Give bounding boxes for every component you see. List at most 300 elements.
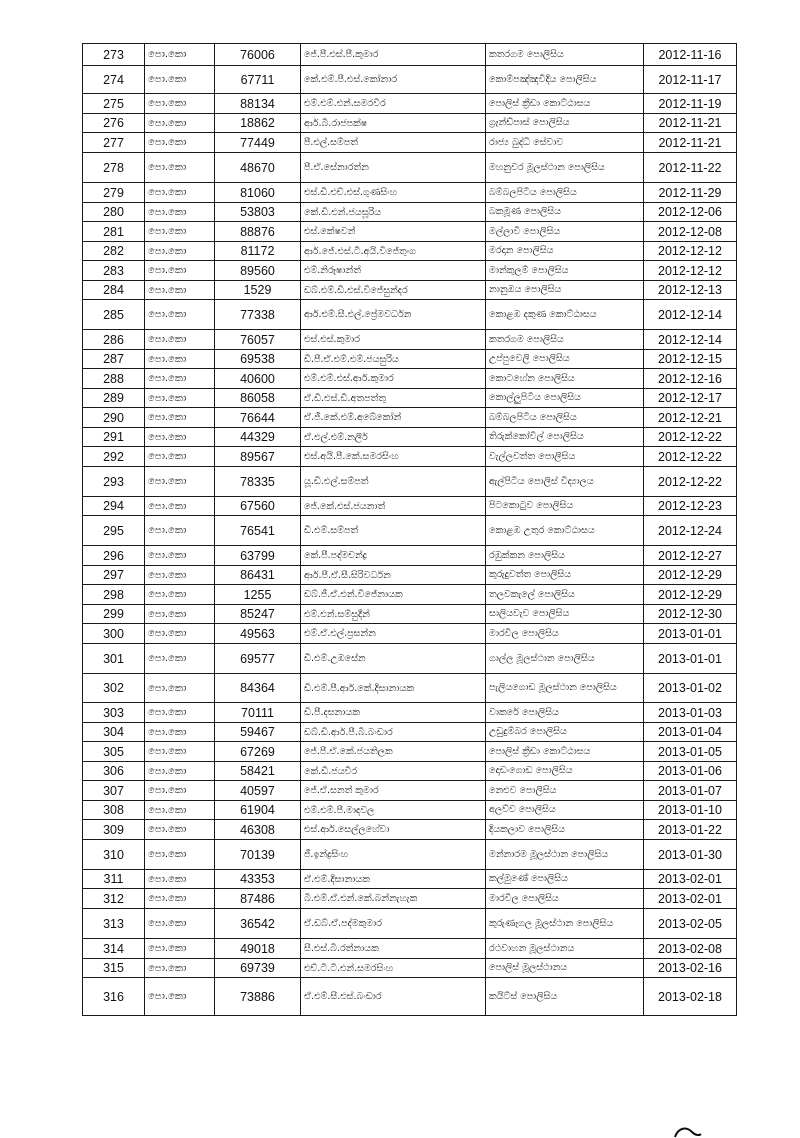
table-row — [83, 723, 737, 742]
rank-cell: පො.කො — [145, 467, 215, 497]
rank-cell: පො.කො — [145, 183, 215, 203]
date-cell: 2012-12-30 — [644, 605, 737, 624]
row-number: 297 — [83, 566, 145, 585]
station-cell: මල්ලාවි පොලිසිය — [486, 222, 644, 242]
rank-cell: පො.කො — [145, 281, 215, 300]
reg-number-cell: 67711 — [215, 66, 301, 94]
reg-number-cell: 49563 — [215, 624, 301, 644]
reg-number-cell: 69739 — [215, 959, 301, 978]
date-cell: 2013-02-18 — [644, 978, 737, 1016]
date-cell: 2013-02-16 — [644, 959, 737, 978]
table-row — [83, 801, 737, 820]
date-cell: 2012-11-29 — [644, 183, 737, 203]
reg-number-cell: 40600 — [215, 369, 301, 389]
name-cell: ජේ.පී.එස්.පී.කුමාර — [301, 44, 486, 66]
rank-cell: පො.කො — [145, 909, 215, 939]
name-cell: ඩබ්.ඩී.ආර්.පී.බී.බංඩාර — [301, 723, 486, 742]
date-cell: 2012-12-21 — [644, 408, 737, 428]
date-cell: 2013-01-10 — [644, 801, 737, 820]
rank-cell: පො.කො — [145, 114, 215, 133]
date-cell: 2012-12-06 — [644, 203, 737, 222]
rank-cell: පො.කො — [145, 389, 215, 408]
station-cell: කල්මුණේ පොලිසිය — [486, 870, 644, 889]
reg-number-cell: 88134 — [215, 94, 301, 114]
reg-number-cell: 76057 — [215, 330, 301, 350]
reg-number-cell: 43353 — [215, 870, 301, 889]
name-cell: යූ.ඩී.එල්.සම්පත් — [301, 467, 486, 497]
rank-cell: පො.කො — [145, 242, 215, 261]
date-cell: 2013-02-08 — [644, 939, 737, 959]
table-row — [83, 497, 737, 516]
rank-cell: පො.කො — [145, 978, 215, 1016]
row-number: 298 — [83, 585, 145, 605]
name-cell: පී.එල්.සම්පත් — [301, 133, 486, 153]
reg-number-cell: 61904 — [215, 801, 301, 820]
reg-number-cell: 59467 — [215, 723, 301, 742]
reg-number-cell: 89567 — [215, 447, 301, 467]
date-cell: 2012-12-12 — [644, 242, 737, 261]
name-cell: ආර්.ජේ.එස්.ටී.අයි.විජේතුංග — [301, 242, 486, 261]
station-cell: මාරවිල පොලිසිය — [486, 624, 644, 644]
table-row — [83, 742, 737, 762]
station-cell: බම්බලපිටිය පොලිසිය — [486, 408, 644, 428]
row-number: 315 — [83, 959, 145, 978]
date-cell: 2013-01-04 — [644, 723, 737, 742]
table-row — [83, 447, 737, 467]
date-cell: 2012-11-17 — [644, 66, 737, 94]
row-number: 292 — [83, 447, 145, 467]
table-row — [83, 222, 737, 242]
reg-number-cell: 49018 — [215, 939, 301, 959]
station-cell: පොලිස් ක්‍රීඩා කොට්ඨාසය — [486, 94, 644, 114]
name-cell: ඩී.පී.ඒ.එම්.එම්.ජයසුරිය — [301, 350, 486, 369]
date-cell: 2012-12-24 — [644, 516, 737, 546]
rank-cell: පො.කො — [145, 840, 215, 870]
station-cell: රාජ්‍ය බුද්ධි සේවාව — [486, 133, 644, 153]
row-number: 279 — [83, 183, 145, 203]
row-number: 303 — [83, 703, 145, 723]
name-cell: එස්.එස්.කුමාර — [301, 330, 486, 350]
table-row — [83, 703, 737, 723]
table-row — [83, 840, 737, 870]
rank-cell: පො.කො — [145, 300, 215, 330]
row-number: 283 — [83, 261, 145, 281]
reg-number-cell: 58421 — [215, 762, 301, 781]
station-cell: නෙළුව පොලිසිය — [486, 781, 644, 801]
rank-cell: පො.කො — [145, 674, 215, 703]
rank-cell: පො.කො — [145, 497, 215, 516]
name-cell: එම්.එම්.එන්.සමරවීර — [301, 94, 486, 114]
date-cell: 2012-12-12 — [644, 261, 737, 281]
station-cell: ගාල්ල මූලස්ථාන පොලිසිය — [486, 644, 644, 674]
row-number: 313 — [83, 909, 145, 939]
rank-cell: පො.කො — [145, 605, 215, 624]
name-cell: ඩබ්.එම්.ඩී.එස්.විජේසුන්දර — [301, 281, 486, 300]
row-number: 306 — [83, 762, 145, 781]
station-cell: කොළඹ දකුණ කොට්ඨාසය — [486, 300, 644, 330]
rank-cell: පො.කො — [145, 762, 215, 781]
row-number: 304 — [83, 723, 145, 742]
row-number: 284 — [83, 281, 145, 300]
name-cell: ජේ.ඒ.සනත් කුමාර — [301, 781, 486, 801]
date-cell: 2013-01-01 — [644, 624, 737, 644]
station-cell: කොම්පඤ්ඤවීදිය පොලිසිය — [486, 66, 644, 94]
rank-cell: පො.කො — [145, 644, 215, 674]
table-row — [83, 939, 737, 959]
name-cell: කේ.පී.පද්මචන්ද්‍ර — [301, 546, 486, 566]
rank-cell: පො.කො — [145, 566, 215, 585]
rank-cell: පො.කො — [145, 350, 215, 369]
date-cell: 2012-12-16 — [644, 369, 737, 389]
row-number: 300 — [83, 624, 145, 644]
rank-cell: පො.කො — [145, 261, 215, 281]
row-number: 308 — [83, 801, 145, 820]
name-cell: කේ.ඩී.ජයවීර — [301, 762, 486, 781]
row-number: 301 — [83, 644, 145, 674]
row-number: 289 — [83, 389, 145, 408]
name-cell: එම්.එම්.එස්.ආර්.කුමාර — [301, 369, 486, 389]
name-cell: ඩී.පී.දසනායක — [301, 703, 486, 723]
date-cell: 2013-01-22 — [644, 820, 737, 840]
row-number: 277 — [83, 133, 145, 153]
reg-number-cell: 63799 — [215, 546, 301, 566]
station-cell: මාන්කුලම් පොලිසිය — [486, 261, 644, 281]
station-cell: කොල්ලුපිටිය පොලිසිය — [486, 389, 644, 408]
name-cell: ඒ.එම්.සී.එස්.බංඩාර — [301, 978, 486, 1016]
table-row — [83, 516, 737, 546]
row-number: 275 — [83, 94, 145, 114]
name-cell: පී.ඒ.සේනාරත්න — [301, 153, 486, 183]
table-row — [83, 153, 737, 183]
station-cell: රථවාහන මූලස්ථානය — [486, 939, 644, 959]
name-cell: ඒ.ඩබ්.ඒ.පද්මකුමාර — [301, 909, 486, 939]
station-cell: නානුඔය පොලිසිය — [486, 281, 644, 300]
station-cell: බකමූණ පොලිසිය — [486, 203, 644, 222]
reg-number-cell: 69577 — [215, 644, 301, 674]
date-cell: 2012-11-19 — [644, 94, 737, 114]
row-number: 285 — [83, 300, 145, 330]
name-cell: කේ.එම්.පී.එස්.කෝනාර — [301, 66, 486, 94]
rank-cell: පො.කො — [145, 133, 215, 153]
reg-number-cell: 89560 — [215, 261, 301, 281]
name-cell: එස්.අයි.පී.කේ.සමරසිංහ — [301, 447, 486, 467]
table-row — [83, 350, 737, 369]
row-number: 274 — [83, 66, 145, 94]
date-cell: 2012-12-22 — [644, 467, 737, 497]
rank-cell: පො.කො — [145, 222, 215, 242]
name-cell: සී.එස්.බී.රත්නායක — [301, 939, 486, 959]
table-row — [83, 978, 737, 1016]
rank-cell: පො.කො — [145, 447, 215, 467]
name-cell: එස්.කේෂවන් — [301, 222, 486, 242]
date-cell: 2013-01-30 — [644, 840, 737, 870]
station-cell: කුරුණෑගල මූලස්ථාන පොලිසිය — [486, 909, 644, 939]
name-cell: ඒ.එම්.දිසානායක — [301, 870, 486, 889]
table-row — [83, 889, 737, 909]
date-cell: 2013-02-01 — [644, 870, 737, 889]
table-row — [83, 330, 737, 350]
table-row — [83, 203, 737, 222]
rank-cell: පො.කො — [145, 870, 215, 889]
date-cell: 2013-01-03 — [644, 703, 737, 723]
name-cell: ආර්.එම්.සී.එල්.ප්‍රේමවර්ධන — [301, 300, 486, 330]
station-cell: කයිට්ස් පොලිසිය — [486, 978, 644, 1016]
row-number: 276 — [83, 114, 145, 133]
row-number: 286 — [83, 330, 145, 350]
rank-cell: පො.කො — [145, 203, 215, 222]
station-cell: පොලිස් ක්‍රීඩා කොට්ඨාසය — [486, 742, 644, 762]
station-cell: ග්‍රෑන්ඩ්පාස් පොලිසිය — [486, 114, 644, 133]
row-number: 294 — [83, 497, 145, 516]
name-cell: ඩී.එම්.උඹසේන — [301, 644, 486, 674]
reg-number-cell: 86058 — [215, 389, 301, 408]
table-row — [83, 605, 737, 624]
reg-number-cell: 77449 — [215, 133, 301, 153]
row-number: 305 — [83, 742, 145, 762]
table-row — [83, 261, 737, 281]
rank-cell: පො.කො — [145, 408, 215, 428]
rank-cell: පො.කො — [145, 742, 215, 762]
table-row — [83, 624, 737, 644]
rank-cell: පො.කො — [145, 624, 215, 644]
station-cell: කොළඹ උතුර කොට්ඨාසය — [486, 516, 644, 546]
row-number: 281 — [83, 222, 145, 242]
rank-cell: පො.කො — [145, 94, 215, 114]
table-row — [83, 94, 737, 114]
date-cell: 2012-12-29 — [644, 585, 737, 605]
station-cell: පැලියගොඩ මූලස්ථාන පොලිසිය — [486, 674, 644, 703]
rank-cell: පො.කො — [145, 939, 215, 959]
reg-number-cell: 44329 — [215, 428, 301, 447]
reg-number-cell: 67269 — [215, 742, 301, 762]
reg-number-cell: 18862 — [215, 114, 301, 133]
name-cell: ඩී.එම්.සම්පත් — [301, 516, 486, 546]
rank-cell: පො.කො — [145, 820, 215, 840]
station-cell: උප්පුවෙලි පොලිසිය — [486, 350, 644, 369]
station-cell: කොටහේන පොලිසිය — [486, 369, 644, 389]
station-cell: ඇල්පිටිය පොලිස් විද්‍යාලය — [486, 467, 644, 497]
station-cell: මාරවිල පොලිසිය — [486, 889, 644, 909]
table-row — [83, 870, 737, 889]
name-cell: ඩබ්.ජී.ඒ.එන්.විජේනායක — [301, 585, 486, 605]
name-cell: එච්.ටී.ටී.එන්.සමරසිංහ — [301, 959, 486, 978]
reg-number-cell: 46308 — [215, 820, 301, 840]
station-cell: වාකරේ පොලිසිය — [486, 703, 644, 723]
station-cell: පිටකොටුව පොලිසිය — [486, 497, 644, 516]
station-cell: මන්නාරම මූලස්ථාන පොලිසිය — [486, 840, 644, 870]
reg-number-cell: 70139 — [215, 840, 301, 870]
station-cell: කතරගම පොලිසිය — [486, 44, 644, 66]
name-cell: එම්.එන්.සම්සුදීන් — [301, 605, 486, 624]
station-cell: සාලියවැව පොලිසිය — [486, 605, 644, 624]
date-cell: 2012-12-29 — [644, 566, 737, 585]
reg-number-cell: 81060 — [215, 183, 301, 203]
table-row — [83, 183, 737, 203]
table-row — [83, 369, 737, 389]
date-cell: 2013-02-01 — [644, 889, 737, 909]
reg-number-cell: 70111 — [215, 703, 301, 723]
date-cell: 2013-01-01 — [644, 644, 737, 674]
reg-number-cell: 88876 — [215, 222, 301, 242]
station-cell: මරදාන පොලිසිය — [486, 242, 644, 261]
date-cell: 2013-01-06 — [644, 762, 737, 781]
row-number: 302 — [83, 674, 145, 703]
table-row — [83, 909, 737, 939]
table-row — [83, 674, 737, 703]
rank-cell: පො.කො — [145, 428, 215, 447]
reg-number-cell: 76644 — [215, 408, 301, 428]
station-cell: බම්බලපිටිය පොලිසිය — [486, 183, 644, 203]
reg-number-cell: 84364 — [215, 674, 301, 703]
rank-cell: පො.කො — [145, 44, 215, 66]
rank-cell: පො.කො — [145, 889, 215, 909]
row-number: 311 — [83, 870, 145, 889]
date-cell: 2012-12-27 — [644, 546, 737, 566]
date-cell: 2012-11-21 — [644, 133, 737, 153]
row-number: 312 — [83, 889, 145, 909]
reg-number-cell: 76541 — [215, 516, 301, 546]
name-cell: බී.එම්.ඒ.එන්.කේ.බන්නැහැක — [301, 889, 486, 909]
reg-number-cell: 73886 — [215, 978, 301, 1016]
date-cell: 2012-11-16 — [644, 44, 737, 66]
station-cell: මහනුවර මූලස්ථාන පොලිසිය — [486, 153, 644, 183]
rank-cell: පො.කො — [145, 781, 215, 801]
station-cell: අලව්ව පොලිසිය — [486, 801, 644, 820]
reg-number-cell: 40597 — [215, 781, 301, 801]
reg-number-cell: 1529 — [215, 281, 301, 300]
reg-number-cell: 69538 — [215, 350, 301, 369]
table-row — [83, 467, 737, 497]
station-cell: කතරගම පොලිසිය — [486, 330, 644, 350]
date-cell: 2012-12-15 — [644, 350, 737, 369]
date-cell: 2012-12-14 — [644, 330, 737, 350]
row-number: 316 — [83, 978, 145, 1016]
reg-number-cell: 85247 — [215, 605, 301, 624]
name-cell: එම්.නිරූෂාන්ත් — [301, 261, 486, 281]
name-cell: ආර්.පී.ඒ.සී.සිරිවර්ධන — [301, 566, 486, 585]
table-row — [83, 820, 737, 840]
table-row — [83, 644, 737, 674]
station-cell: තිරුක්කෝවිල් පොලිසිය — [486, 428, 644, 447]
reg-number-cell: 36542 — [215, 909, 301, 939]
table-row — [83, 546, 737, 566]
row-number: 314 — [83, 939, 145, 959]
reg-number-cell: 77338 — [215, 300, 301, 330]
row-number: 309 — [83, 820, 145, 840]
station-cell: උඩුදුම්බර පොලිසිය — [486, 723, 644, 742]
row-number: 295 — [83, 516, 145, 546]
station-cell: කුරුදුවත්ත පොලිසිය — [486, 566, 644, 585]
name-cell: එම්.එම්.පී.මාදවල — [301, 801, 486, 820]
table-row — [83, 566, 737, 585]
reg-number-cell: 1255 — [215, 585, 301, 605]
row-number: 310 — [83, 840, 145, 870]
rank-cell: පො.කො — [145, 801, 215, 820]
row-number: 296 — [83, 546, 145, 566]
rank-cell: පො.කො — [145, 959, 215, 978]
date-cell: 2013-01-07 — [644, 781, 737, 801]
reg-number-cell: 67560 — [215, 497, 301, 516]
name-cell: ජේ.පී.ඒ.කේ.ජයතිලක — [301, 742, 486, 762]
table-body — [83, 44, 737, 1016]
reg-number-cell: 86431 — [215, 566, 301, 585]
table-row — [83, 389, 737, 408]
table-row — [83, 66, 737, 94]
reg-number-cell: 81172 — [215, 242, 301, 261]
date-cell: 2012-12-17 — [644, 389, 737, 408]
name-cell: ආර්.බී.රාජපක්ෂ — [301, 114, 486, 133]
rank-cell: පො.කො — [145, 703, 215, 723]
reg-number-cell: 53803 — [215, 203, 301, 222]
rank-cell: පො.කො — [145, 369, 215, 389]
page-corner-mark — [672, 1124, 702, 1138]
row-number: 282 — [83, 242, 145, 261]
name-cell: ඩී.එම්.පී.ආර්.කේ.දිසානායක — [301, 674, 486, 703]
row-number: 291 — [83, 428, 145, 447]
table-row — [83, 428, 737, 447]
table-row — [83, 781, 737, 801]
row-number: 307 — [83, 781, 145, 801]
rank-cell: පො.කො — [145, 153, 215, 183]
table-row — [83, 242, 737, 261]
row-number: 290 — [83, 408, 145, 428]
date-cell: 2012-11-21 — [644, 114, 737, 133]
date-cell: 2012-12-22 — [644, 428, 737, 447]
reg-number-cell: 78335 — [215, 467, 301, 497]
station-cell: දියකලාව පොලිසිය — [486, 820, 644, 840]
row-number: 288 — [83, 369, 145, 389]
row-number: 299 — [83, 605, 145, 624]
date-cell: 2013-01-02 — [644, 674, 737, 703]
table-row — [83, 114, 737, 133]
table-row — [83, 762, 737, 781]
reg-number-cell: 76006 — [215, 44, 301, 66]
table-row — [83, 133, 737, 153]
name-cell: කේ.ඩී.එන්.ජයසූරිය — [301, 203, 486, 222]
row-number: 278 — [83, 153, 145, 183]
date-cell: 2012-12-14 — [644, 300, 737, 330]
rank-cell: පො.කො — [145, 585, 215, 605]
table-row — [83, 281, 737, 300]
rank-cell: පො.කො — [145, 723, 215, 742]
table-row — [83, 300, 737, 330]
station-cell: තලවකැලේ පොලිසිය — [486, 585, 644, 605]
date-cell: 2013-01-05 — [644, 742, 737, 762]
name-cell: ඒ.ජී.කේ.එම්.අබේකෝන් — [301, 408, 486, 428]
table-row — [83, 585, 737, 605]
table-row — [83, 44, 737, 66]
name-cell: එස්.ආර්.සෙල්ලහේවා — [301, 820, 486, 840]
name-cell: ජේ.කේ.එස්.ජයනාත් — [301, 497, 486, 516]
date-cell: 2013-02-05 — [644, 909, 737, 939]
row-number: 293 — [83, 467, 145, 497]
date-cell: 2012-12-08 — [644, 222, 737, 242]
date-cell: 2012-12-13 — [644, 281, 737, 300]
name-cell: එස්.ඩී.එච්.එස්.ගුණසිංහ — [301, 183, 486, 203]
name-cell: ඒ.එල්.එම්.නලීර් — [301, 428, 486, 447]
date-cell: 2012-11-22 — [644, 153, 737, 183]
station-cell: පොලිස් මූලස්ථානය — [486, 959, 644, 978]
row-number: 273 — [83, 44, 145, 66]
station-cell: රඹුක්කන පොලිසිය — [486, 546, 644, 566]
rank-cell: පො.කො — [145, 66, 215, 94]
table-row — [83, 959, 737, 978]
row-number: 280 — [83, 203, 145, 222]
date-cell: 2012-12-23 — [644, 497, 737, 516]
personnel-table — [82, 43, 737, 1016]
rank-cell: පො.කො — [145, 516, 215, 546]
name-cell: එම්.ඒ.එල්.ප්‍රසන්න — [301, 624, 486, 644]
